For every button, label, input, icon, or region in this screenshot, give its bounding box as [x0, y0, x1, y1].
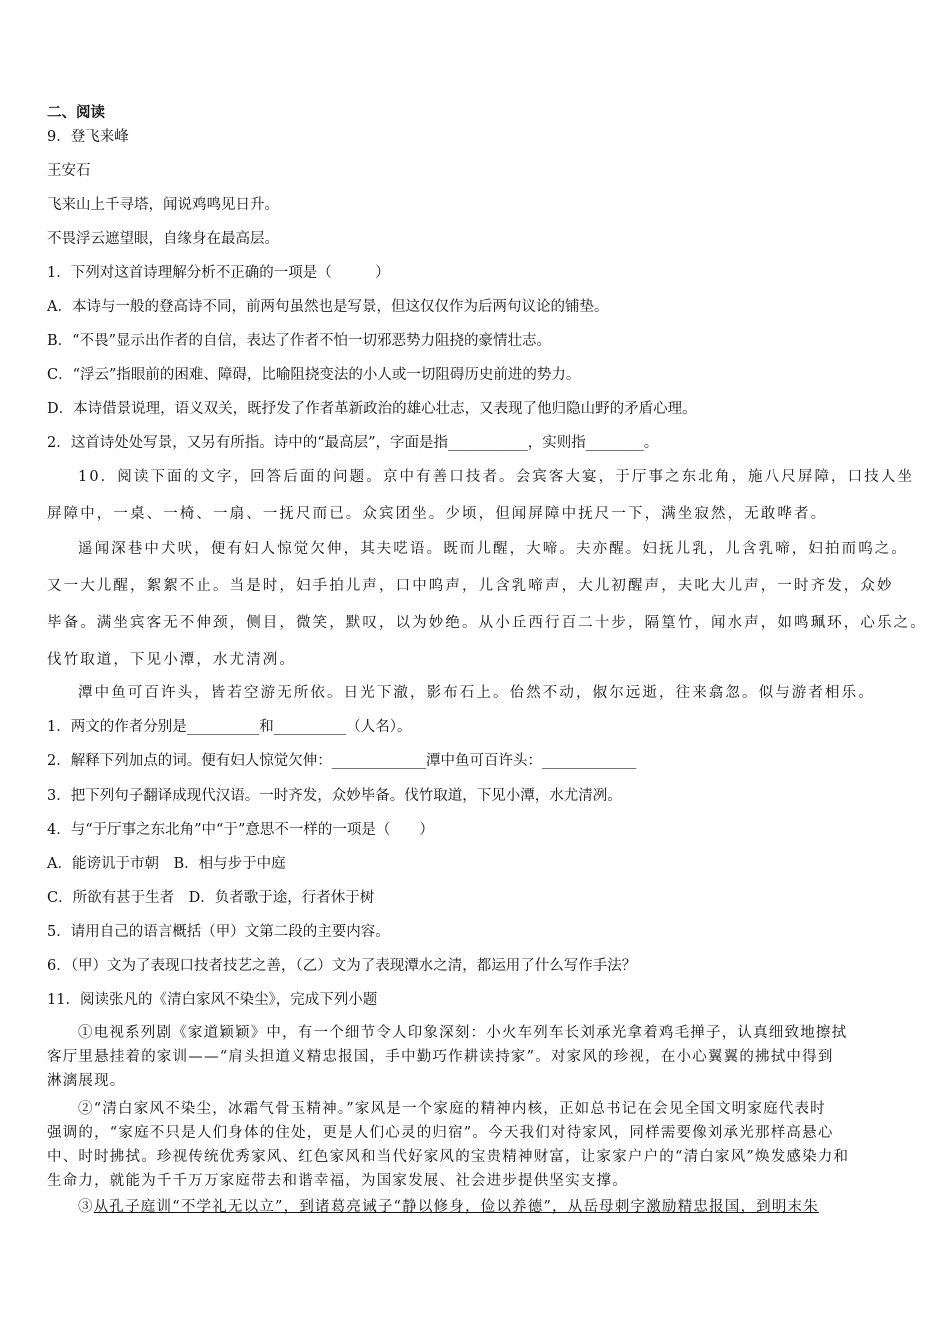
q11-passage-line: 强调的，“家庭不只是人们身体的住处，更是人们心灵的归宿”。今天我们对待家风，同样需要像刘承光那样高悬心	[47, 1125, 834, 1141]
paragraph-number: ③	[78, 1199, 94, 1215]
q9-option-b: B．“不畏”显示出作者的自信，表达了作者不怕一切邪恶势力阻挠的豪情壮志。	[47, 333, 551, 349]
q10-passage-line: 又一大儿醒，絮絮不止。当是时，妇手拍儿声，口中呜声，儿含乳啼声，大儿初醒声，夫叱大儿声，一时齐发，众妙	[47, 578, 894, 594]
question-9-title: 9．登飞来峰	[47, 129, 129, 145]
q10-passage-line: 10．阅读下面的文字，回答后面的问题。京中有善口技者。会宾客大宴，于厅事之东北角，施八尺屏障，口技人坐	[78, 469, 915, 485]
q10-passage-line: 遥闻深巷中犬吠，便有妇人惊觉欠伸，其夫呓语。既而儿醒，大啼。夫亦醒。妇抚儿乳，儿含乳啼，妇拍而呜之。	[78, 541, 908, 557]
q10-sub-question-5: 5．请用自己的语言概括（甲）文第二段的主要内容。	[47, 924, 390, 940]
poem-author: 王安石	[47, 163, 91, 179]
poem-line-2: 不畏浮云遮望眼，自缘身在最高层。	[47, 231, 279, 247]
q10-sub-question-4: 4．与“于厅事之东北角”中“于”意思不一样的一项是（ ）	[47, 822, 434, 838]
q10-passage-line: 屏障中，一桌、一椅、一扇、一抚尺而已。众宾团坐。少顷，但闻屏障中抚尺一下，满坐寂然，无敢哗者。	[47, 506, 828, 522]
q11-passage-line: ②“清白家风不染尘，冰霜气骨玉精神。”家风是一个家庭的精神内核，正如总书记在会见全国文明家庭代表时	[78, 1101, 826, 1117]
q9-option-c: C．“浮云”指眼前的困难、障碍，比喻阻挠变法的小人或一切阻碍历史前进的势力。	[47, 367, 581, 383]
q11-passage-line: 淋漓展现。	[47, 1073, 126, 1089]
q10-sub-question-2: 2．解释下列加点的词。便有妇人惊觉欠伸：_____________潭中鱼可百许头：_____________	[47, 753, 637, 769]
poem-line-1: 飞来山上千寻塔，闻说鸡鸣见日升。	[47, 197, 279, 213]
q10-sub-question-3: 3．把下列句子翻译成现代汉语。一时齐发，众妙毕备。伐竹取道，下见小潭，水尤清冽。	[47, 788, 622, 804]
q11-passage-line: 生命力，就能为千千万万家庭带去和谐幸福，为国家发展、社会进步提供坚实支撑。	[47, 1173, 628, 1189]
q9-option-d: D．本诗借景说理，语义双关，既抒发了作者革新政治的雄心壮志，又表现了他归隐山野的矛盾心理。	[47, 401, 697, 417]
q10-options-cd: C．所欲有甚于生者 D．负者歌于途，行者休于树	[47, 890, 375, 906]
q11-passage-line: ①电视系列剧《家道颖颖》中，有一个细节令人印象深刻：小火车列车长刘承光拿着鸡毛掸子，认真细致地擦拭	[78, 1025, 848, 1041]
q10-passage-line: 潭中鱼可百许头，皆若空游无所依。日光下澈，影布石上。佁然不动，俶尔远逝，往来翕忽。似与游者相乐。	[78, 685, 875, 701]
q11-passage-line	[78, 1198, 910, 1216]
q10-sub-question-6: 6．（甲）文为了表现口技者技艺之善，（乙）文为了表现潭水之清，都运用了什么写作手法？	[47, 958, 637, 974]
q11-passage-line: 中、时时拂拭。珍视传统优秀家风、红色家风和当代好家风的宝贵精神财富，让家家户户的“清白家风”焕发感染力和	[47, 1149, 850, 1165]
q10-options-ab: A．能谤讥于市朝 B．相与步于中庭	[47, 856, 286, 872]
q9-option-a: A．本诗与一般的登高诗不同，前两句虽然也是写景，但这仅仅作为后两句议论的铺垫。	[47, 299, 609, 315]
section-title: 二、阅读	[47, 105, 105, 121]
q10-sub-question-1: 1．两文的作者分别是__________和__________（人名）。	[47, 719, 412, 735]
q9-sub-question-1: 1．下列对这首诗理解分析不正确的一项是（ ）	[47, 265, 390, 281]
q9-sub-question-2: 2．这首诗处处写景，又另有所指。诗中的“最高层”，字面是指___________，实则指________。	[47, 435, 659, 451]
underlined-passage: 从孔子庭训“不学礼无以立”，到诸葛亮诫子“静以修身，俭以养德”，从岳母刺字激励精忠报国，到明末朱	[93, 1199, 819, 1215]
question-11-title: 11．阅读张凡的《清白家风不染尘》，完成下列小题	[47, 992, 378, 1008]
q11-passage-line: 客厅里悬挂着的家训——“肩头担道义精忠报国，手中勤巧作耕读持家”。对家风的珍视，在小心翼翼的拂拭中得到	[47, 1049, 834, 1065]
q10-passage-line: 毕备。满坐宾客无不伸颈，侧目，微笑，默叹，以为妙绝。从小丘西行百二十步，隔篁竹，闻水声，如鸣珮环，心乐之。	[47, 615, 927, 631]
q10-passage-line: 伐竹取道，下见小潭，水尤清冽。	[47, 652, 296, 668]
